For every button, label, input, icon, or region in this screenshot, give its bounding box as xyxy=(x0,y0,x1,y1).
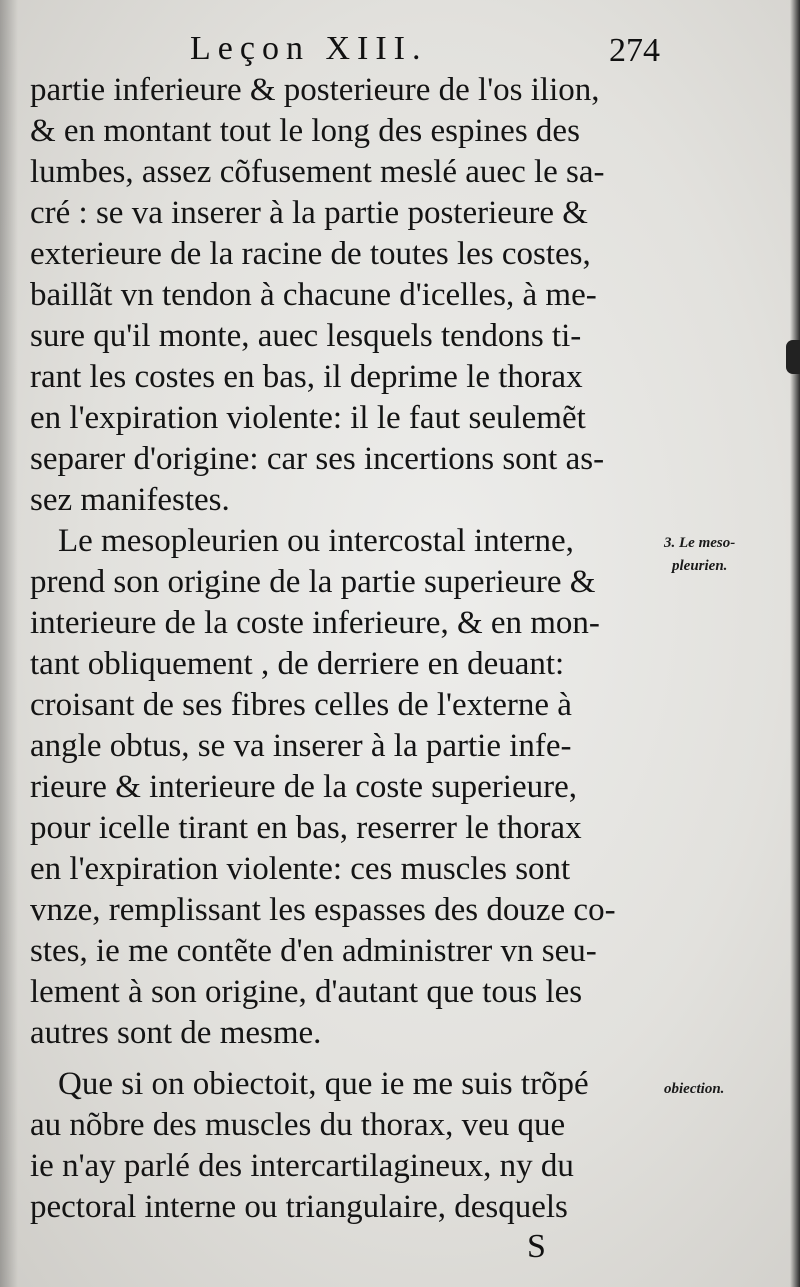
text-line: tant obliquement , de derriere en deuant: xyxy=(30,646,565,682)
text-line: en l'expiration violente: il le faut seulemẽt xyxy=(30,400,586,436)
text-line: interieure de la coste inferieure, & en mon- xyxy=(30,605,600,641)
text-line: prend son origine de la partie superieure & xyxy=(30,564,596,600)
catchword-signature: S xyxy=(527,1228,546,1265)
text-line: separer d'origine: car ses incertions sont as- xyxy=(30,441,605,477)
text-line: lement à son origine, d'autant que tous les xyxy=(30,974,583,1010)
text-line: rieure & interieure de la coste superieure, xyxy=(30,769,577,805)
paragraph-start-line: Que si on obiectoit, que ie me suis trõpé xyxy=(58,1066,589,1102)
page-edge-shadow xyxy=(790,0,800,1287)
text-line: stes, ie me contẽte d'en administrer vn seu- xyxy=(30,933,597,969)
paragraph-start-line: Le mesopleurien ou intercostal interne, xyxy=(58,523,574,559)
text-line: pectoral interne ou triangulaire, desquels xyxy=(30,1189,568,1225)
text-line: lumbes, assez cõfusement meslé auec le sa- xyxy=(30,154,605,190)
page-number: 274 xyxy=(609,32,660,69)
text-line: sure qu'il monte, auec lesquels tendons ti- xyxy=(30,318,582,354)
margin-note-objection: obiection. xyxy=(664,1081,725,1097)
text-line: sez manifestes. xyxy=(30,482,230,518)
text-line: cré : se va inserer à la partie posterieure & xyxy=(30,195,588,231)
text-line: angle obtus, se va inserer à la partie infe- xyxy=(30,728,572,764)
text-line: baillãt vn tendon à chacune d'icelles, à me- xyxy=(30,277,597,313)
margin-note-mesopleurien: 3. Le meso- xyxy=(664,535,736,551)
text-line: & en montant tout le long des espines des xyxy=(30,113,580,149)
text-line: exterieure de la racine de toutes les costes, xyxy=(30,236,591,272)
text-line: ie n'ay parlé des intercartilagineux, ny du xyxy=(30,1148,574,1184)
text-line: pour icelle tirant en bas, reserrer le thorax xyxy=(30,810,582,846)
text-line: au nõbre des muscles du thorax, veu que xyxy=(30,1107,566,1143)
margin-note-mesopleurien-cont: pleurien. xyxy=(672,558,728,574)
text-line: croisant de ses fibres celles de l'externe à xyxy=(30,687,572,723)
text-line: en l'expiration violente: ces muscles sont xyxy=(30,851,571,887)
text-line: autres sont de mesme. xyxy=(30,1015,322,1051)
text-line: vnze, remplissant les espasses des douze co- xyxy=(30,892,616,928)
running-title: Leçon XIII. xyxy=(190,30,428,67)
ink-blot xyxy=(786,340,800,374)
text-line: partie inferieure & posterieure de l'os ilion, xyxy=(30,72,600,108)
text-line: rant les costes en bas, il deprime le thorax xyxy=(30,359,583,395)
